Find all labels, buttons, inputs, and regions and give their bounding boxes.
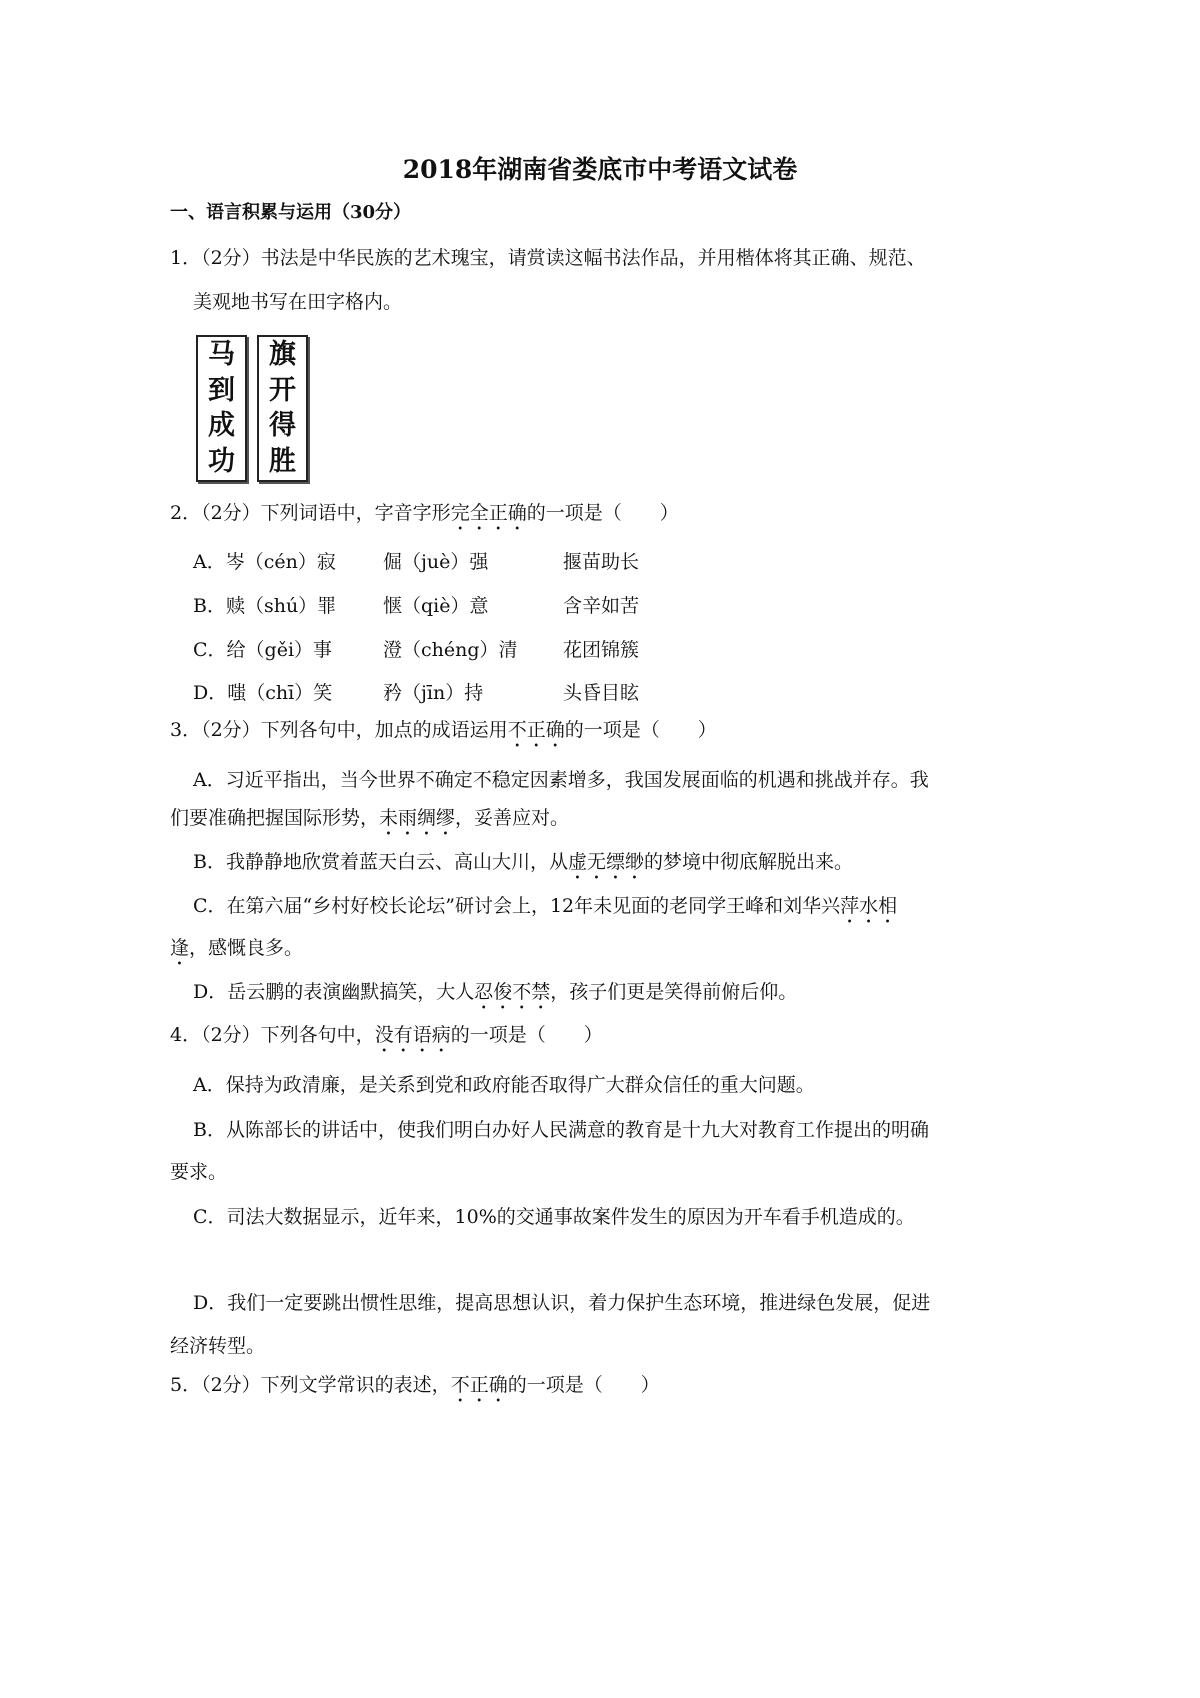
text-line: [193, 1118, 929, 1142]
page-title: 2018年湖南省娄底市中考语文试卷: [402, 155, 798, 184]
option-item: 花团锦簇: [563, 639, 640, 661]
text-segment: 的一项是（ ）: [564, 719, 717, 741]
calligraphy-character: 旗: [269, 338, 296, 370]
text-segment: C．在第六届“乡村好校长论坛”研讨会上，12年未见面的老同学王峰和刘华兴: [193, 895, 841, 917]
text-segment: 的一项是（ ）: [507, 1374, 660, 1396]
option-item: D．嗤（chī）笑: [193, 682, 333, 704]
text-line: [193, 980, 797, 1014]
option-item: 矜（jīn）持: [383, 682, 484, 704]
text-line: [170, 806, 569, 840]
option-item: C．给（gěi）事: [193, 639, 333, 661]
emphasized-text: 忍俊不禁: [474, 981, 551, 1003]
calligraphy-character: 成: [208, 410, 235, 442]
calligraphy-scroll-left: [196, 335, 247, 482]
text-segment: 要求。: [170, 1161, 228, 1183]
option-row: [0, 638, 1200, 662]
text-segment: C．司法大数据显示，近年来，10%的交通事故案件发生的原因为开车看手机造成的。: [193, 1206, 915, 1228]
emphasized-text: 未雨绸缪: [379, 807, 456, 829]
calligraphy-scroll-right: [257, 335, 308, 482]
text-line: [170, 246, 926, 270]
text-line: [193, 1291, 930, 1315]
text-segment: 2．（2分）下列词语中，字音字形: [170, 502, 451, 524]
option-item: 倔（juè）强: [383, 551, 489, 573]
text-segment: D．岳云鹏的表演幽默搞笑，大人: [193, 981, 475, 1003]
text-segment: ，感慨良多。: [189, 937, 304, 959]
text-segment: 3．（2分）下列各句中，加点的成语运用: [170, 719, 508, 741]
option-item: A．岑（cén）寂: [193, 551, 336, 573]
text-segment: 4．（2分）下列各句中，: [170, 1024, 375, 1046]
text-line: [193, 290, 402, 314]
calligraphy-character: 功: [208, 446, 235, 478]
option-row: [0, 550, 1200, 574]
text-segment: 的梦境中彻底解脱出来。: [643, 851, 853, 873]
text-line: [193, 894, 897, 928]
calligraphy-character: 到: [208, 374, 235, 406]
text-segment: ，妥善应对。: [455, 807, 570, 829]
emphasized-text: 不正确: [507, 719, 565, 741]
text-segment: A．保持为政清廉，是关系到党和政府能否取得广大群众信任的重大问题。: [193, 1074, 815, 1096]
text-line: [170, 1373, 660, 1407]
text-line: [170, 501, 679, 535]
calligraphy-character: 得: [269, 410, 296, 442]
option-item: 澄（chéng）清: [383, 639, 518, 661]
text-line: [170, 936, 303, 970]
text-segment: 1．（2分）书法是中华民族的艺术瑰宝，请赏读这幅书法作品，并用楷体将其正确、规范、: [170, 247, 926, 269]
text-line: [170, 718, 717, 752]
option-item: 惬（qiè）意: [383, 595, 489, 617]
emphasized-text: 不正确: [450, 1374, 508, 1396]
text-segment: ，孩子们更是笑得前俯后仰。: [550, 981, 798, 1003]
text-line: [193, 1073, 815, 1097]
text-line: [170, 1334, 265, 1358]
text-segment: 的一项是（ ）: [450, 1024, 603, 1046]
text-segment: B．从陈部长的讲话中，使我们明白办好人民满意的教育是十九大对教育工作提出的明确: [193, 1119, 929, 1141]
text-segment: 们要准确把握国际形势，: [170, 807, 380, 829]
text-line: [170, 1160, 227, 1184]
calligraphy-character: 开: [269, 374, 296, 406]
section-heading: 一、语言积累与运用（30分）: [170, 202, 412, 223]
emphasized-text: 虚无缥缈: [567, 851, 644, 873]
text-line: [170, 1023, 603, 1057]
emphasized-text: 萍水相: [840, 895, 898, 917]
emphasized-text: 逢: [170, 937, 190, 959]
option-item: 头昏目眩: [563, 682, 640, 704]
text-segment: D．我们一定要跳出惯性思维，提高思想认识，着力保护生态环境，推进绿色发展，促进: [193, 1292, 931, 1314]
calligraphy-character: 马: [208, 338, 235, 370]
text-line: [193, 1205, 915, 1229]
option-row: [0, 594, 1200, 618]
text-segment: A．习近平指出，当今世界不确定不稳定因素增多，我国发展面临的机遇和挑战并存。我: [193, 769, 929, 791]
emphasized-text: 没有语病: [374, 1024, 451, 1046]
option-item: 含辛如苦: [563, 595, 640, 617]
option-item: B．赎（shú）罪: [193, 595, 337, 617]
text-segment: B．我静静地欣赏着蓝天白云、高山大川，从: [193, 851, 568, 873]
text-segment: 经济转型。: [170, 1335, 266, 1357]
option-row: [0, 681, 1200, 705]
text-segment: 5．（2分）下列文学常识的表述，: [170, 1374, 451, 1396]
emphasized-text: 完全正确: [450, 502, 527, 524]
text-segment: 的一项是（ ）: [526, 502, 679, 524]
option-item: 揠苗助长: [563, 551, 640, 573]
text-line: [193, 768, 929, 792]
calligraphy-character: 胜: [269, 446, 296, 478]
text-line: [193, 850, 853, 884]
text-segment: 美观地书写在田字格内。: [193, 291, 403, 313]
